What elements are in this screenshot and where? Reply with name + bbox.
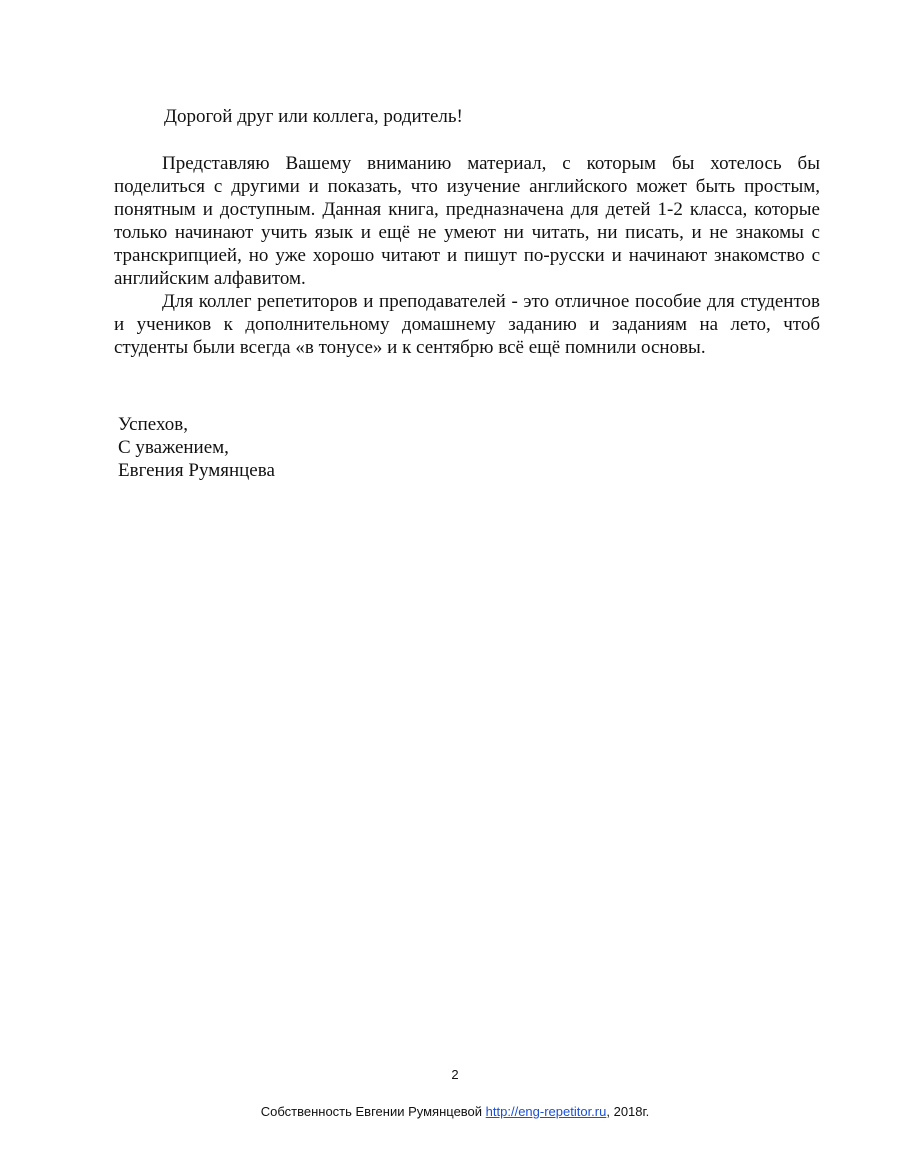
letter-signoff [118, 413, 275, 482]
footer-owner-text: Собственность Евгении Румянцевой [260, 1104, 486, 1119]
letter-body [114, 152, 820, 359]
paragraph-introduction: Представляю Вашему вниманию материал, с которым бы хотелось бы поделиться с другими и показать, что изучение английского может быть простым, понятным и доступным. Данная книга, предназначена для детей 1-2 класса, которые только начинают учить язык и ещё не умеют ни читать, ни писать, и не знакомы с транскрипцией, но уже хорошо читают и пишут по-русски и начинают знакомство с английским алфавитом. [114, 153, 820, 289]
page-footer [0, 1104, 910, 1119]
paragraph-colleagues: Для коллег репетиторов и преподавателей - это отличное пособие для студентов и учеников к дополнительному домашнему заданию и заданиям на лето, чтоб студенты были всегда «в тонусе» и к сентябрю всё ещё помнили основы. [114, 291, 820, 358]
author-signature: Евгения Румянцева [118, 460, 275, 481]
closing-regards: С уважением, [118, 437, 229, 458]
footer-site-link[interactable]: http://eng-repetitor.ru [485, 1104, 607, 1119]
footer-year-text: , 2018г. [606, 1104, 650, 1119]
letter-greeting: Дорогой друг или коллега, родитель! [164, 106, 463, 127]
page-number: 2 [451, 1067, 459, 1082]
closing-wishes: Успехов, [118, 414, 188, 435]
